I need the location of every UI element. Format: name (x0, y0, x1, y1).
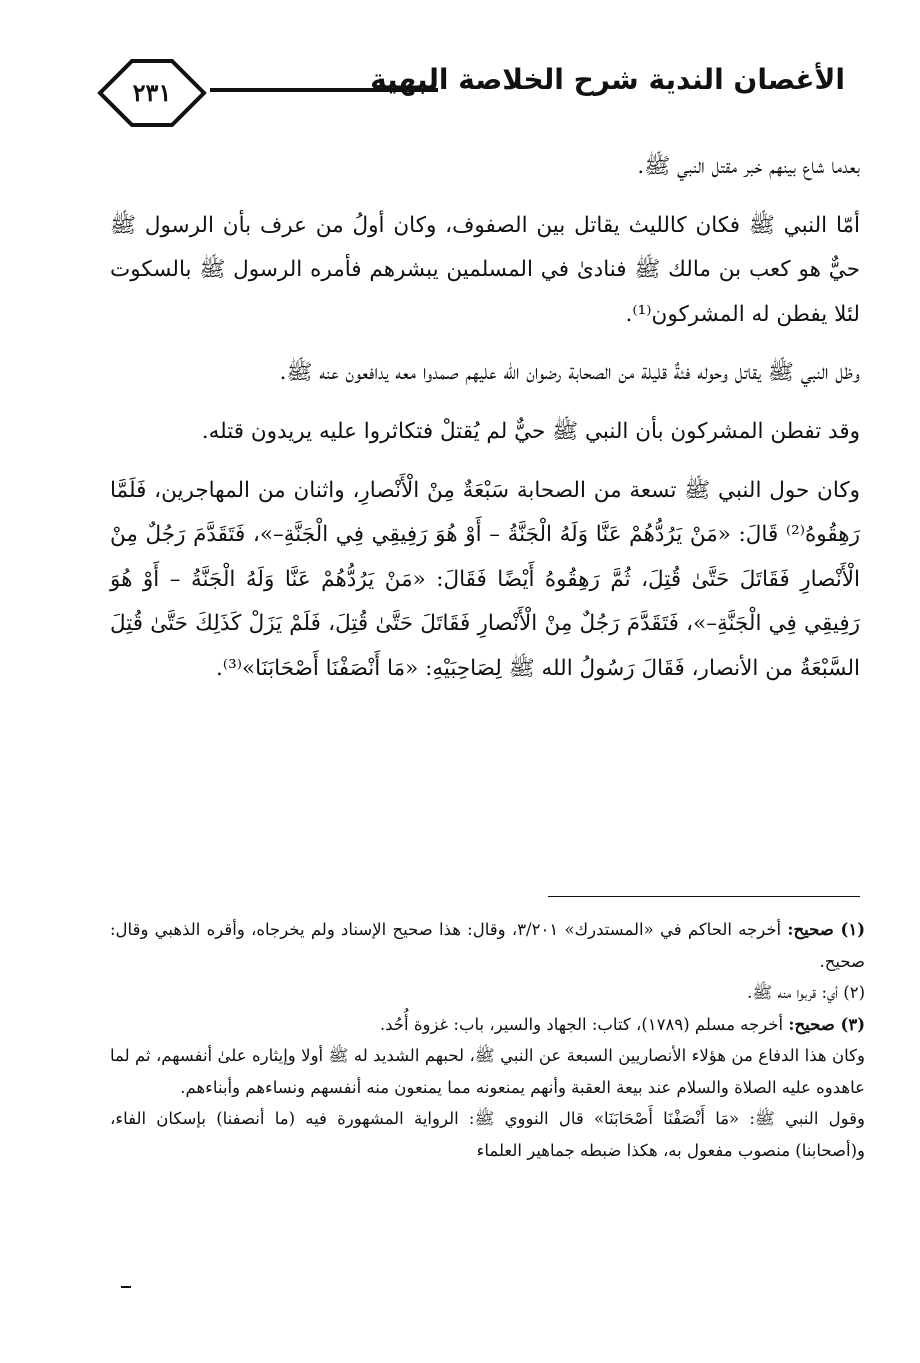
continuation-mark (121, 1286, 131, 1288)
footnote-3-label: (٣) صحيح: (788, 1014, 865, 1034)
footnote-1-text: أخرجه الحاكم في «المستدرك» ٣/٢٠١، وقال: هذا صحيح الإسناد ولم يخرجاه، وأقره الذهبي وقال: صحيح. (110, 920, 865, 971)
footnote-3 (110, 1009, 865, 1041)
footnotes (110, 914, 865, 1166)
footnote-3-text: أخرجه مسلم (١٧٨٩)، كتاب: الجهاد والسير، باب: غزوة أُحُد. (379, 1014, 784, 1034)
main-text (110, 145, 860, 692)
page-number: ٢٣١ (132, 78, 172, 107)
running-header-title: الأغصان الندية شرح الخلاصة البهية (370, 63, 845, 96)
paragraph-1: بعدما شاع بينهم خبر مقتل النبي ﷺ. (637, 154, 860, 179)
paragraph-5: وكان حول النبي ﷺ تسعة من الصحابة سَبْعَةٌ مِنْ الْأَنْصارِ، واثنان من المهاجرين، فَلَمَّا رَهِقُوهُ⁽²⁾ قَالَ: «مَنْ يَرُدُّهُمْ عَنَّا وَلَهُ الْجَنَّةُ – أَوْ هُوَ رَفِيقِي فِي الْجَنَّةِ–»، فَتَقَدَّمَ رَجُلٌ مِنْ الْأَنْصارِ فَقَاتَلَ حَتَّىٰ قُتِلَ، ثُمَّ رَهِقُوهُ أَيْضًا فَقَالَ: «مَنْ يَرُدُّهُمْ عَنَّا وَلَهُ الْجَنَّةُ – أَوْ هُوَ رَفِيقِي فِي الْجَنَّةِ–»، فَتَقَدَّمَ رَجُلٌ مِنْ الْأَنْصارِ فَقَاتَلَ حَتَّىٰ قُتِلَ، فَلَمْ يَزَلْ كَذَلِكَ حَتَّىٰ قُتِلَ السَّبْعَةُ من الأنصار، فَقَالَ رَسُولُ الله ﷺ لِصَاحِبَيْهِ: «مَا أَنْصَفْنَا أَصْحَابَنَا»⁽³⁾. (110, 477, 860, 681)
footnote-1-label: (١) صحيح: (787, 920, 866, 939)
paragraph-4: وقد تفطن المشركون بأن النبي ﷺ حيٌّ لم يُقتلْ فتكاثروا عليه يريدون قتله. (201, 418, 860, 444)
footnote-3-para-1: وكان هذا الدفاع من هؤلاء الأنصاريين السبعة عن النبي ﷺ، لحبهم الشديد له ﷺ أولا وإيثاره علىٰ أنفسهم، ثم لما عاهدوه عليه الصلاة والسلام عند بيعة العقبة وأنهم يمنعونه مما يمنعون منه أنفسهم ونساءهم وأبناءهم. (110, 1046, 865, 1097)
footnote-1 (110, 914, 865, 977)
footnote-3-para-2: وقول النبي ﷺ: «مَا أَنْصَفْنَا أَصْحَابَنَا» قال النووي ﷺ: الرواية المشهورة فيه (ما أنصفنا) بإسكان الفاء، و(أصحابنا) منصوب مفعول به، هكذا ضبطه جماهير العلماء (110, 1109, 865, 1160)
footnote-2: (٢) أي: قربوا منه ﷺ. (747, 983, 865, 1002)
paragraph-3: وظل النبي ﷺ يقاتل وحوله فئةٌ قليلة من الصحابة رضوان الله عليهم صمدوا معه يدافعون عنه ﷺ. (279, 360, 860, 386)
header-rule (210, 88, 438, 92)
paragraph-2: أمّا النبي ﷺ فكان كالليث يقاتل بين الصفوف، وكان أولُ من عرف بأن الرسول ﷺ حيٌّ هو كعب بن مالك ﷺ فنادىٰ في المسلمين يبشرهم فأمره الرسول ﷺ بالسكوت لئلا يفطن له المشركون⁽¹⁾. (110, 212, 860, 327)
footnote-separator (548, 896, 860, 897)
